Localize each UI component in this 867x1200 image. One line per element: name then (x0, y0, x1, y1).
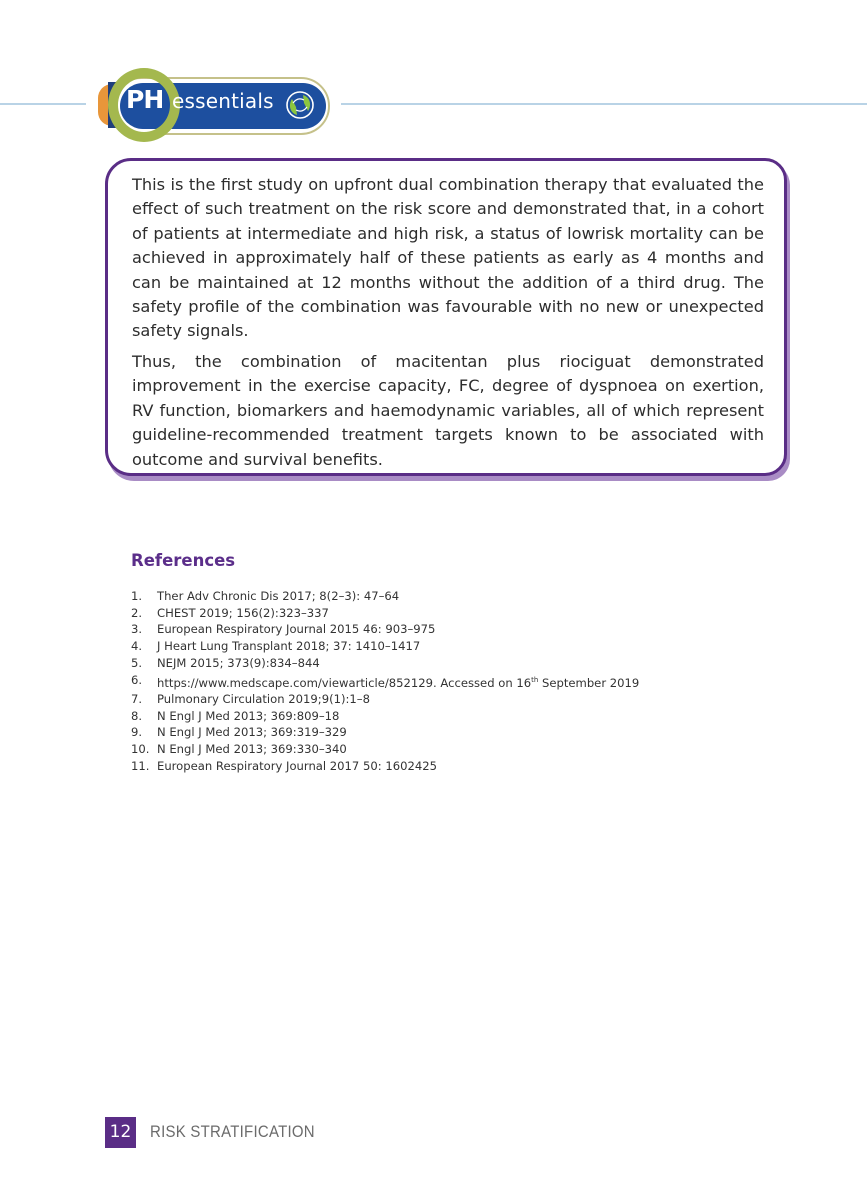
references-heading: References (131, 551, 236, 570)
reference-item (131, 638, 639, 655)
reference-number: 1. (131, 589, 143, 603)
reference-item (131, 708, 639, 725)
reference-item (131, 621, 639, 638)
summary-paragraph-2: Thus, the combination of macitentan plus riociguat demonstrated improvement in the exercise capacity, FC, degree of dyspnoea on exertion, RV function, biomarkers and haemodynamic variables, all of which represent guideline-recommended treatment targets known to be associated with outcome and survival benefits. (132, 352, 764, 469)
reference-number: 3. (131, 622, 143, 637)
page-number-badge: 12 (105, 1117, 136, 1148)
ph-essentials-logo (96, 68, 336, 144)
reference-text: https://www.medscape.com/viewarticle/852129. Accessed on 16 (157, 675, 532, 690)
reference-number: 10. (131, 742, 150, 757)
reference-item (131, 672, 639, 692)
logo-ph-text: PH (126, 85, 164, 114)
header-rule-right (341, 103, 867, 105)
lungs-globe-icon (284, 89, 316, 121)
reference-number: 2. (131, 605, 143, 620)
reference-number: 8. (131, 708, 143, 723)
reference-text: European Respiratory Journal 2017 50: 1602425 (157, 758, 437, 773)
reference-text: European Respiratory Journal 2015 46: 903–975 (157, 622, 436, 637)
reference-number: 11. (131, 758, 150, 773)
reference-number: 6. (131, 672, 143, 687)
reference-text: J Heart Lung Transplant 2018; 37: 1410–1417 (157, 639, 421, 654)
reference-item (131, 741, 639, 758)
reference-text: N Engl J Med 2013; 369:330–340 (157, 742, 347, 757)
references-list (131, 588, 639, 775)
reference-number: 4. (131, 639, 143, 654)
reference-text: Ther Adv Chronic Dis 2017; 8(2–3): 47–64 (157, 589, 400, 603)
reference-text: CHEST 2019; 156(2):323–337 (157, 605, 329, 620)
logo-essentials-text: essentials (172, 89, 274, 113)
reference-link-text[interactable] (157, 672, 639, 692)
reference-number: 7. (131, 692, 143, 707)
summary-paragraph-1: This is the first study on upfront dual combination therapy that evaluated the effect of such treatment on the risk score and demonstrated that, in a cohort of patients at intermediate and high risk, a status of lowrisk mortality can be achieved in approximately half of these patients as early as 4 months and can be maintained at 12 months without the addition of a third drug. The safety profile of the combination was favourable with no new or unexpected safety signals. (132, 175, 764, 341)
reference-item (131, 588, 639, 605)
summary-callout-box (105, 158, 787, 476)
ordinal-suffix: th (531, 675, 539, 684)
reference-number: 9. (131, 725, 143, 740)
reference-text: NEJM 2015; 373(9):834–844 (157, 655, 320, 670)
reference-item (131, 691, 639, 708)
reference-item (131, 605, 639, 622)
reference-item (131, 655, 639, 672)
section-title: RISK STRATIFICATION (150, 1122, 315, 1141)
reference-text: N Engl J Med 2013; 369:319–329 (157, 725, 347, 740)
reference-text: Pulmonary Circulation 2019;9(1):1–8 (157, 692, 370, 707)
reference-text: N Engl J Med 2013; 369:809–18 (157, 708, 340, 723)
header-rule-left (0, 103, 86, 105)
reference-text-after: September 2019 (538, 675, 640, 690)
reference-item (131, 724, 639, 741)
reference-number: 5. (131, 655, 143, 670)
reference-item (131, 758, 639, 775)
